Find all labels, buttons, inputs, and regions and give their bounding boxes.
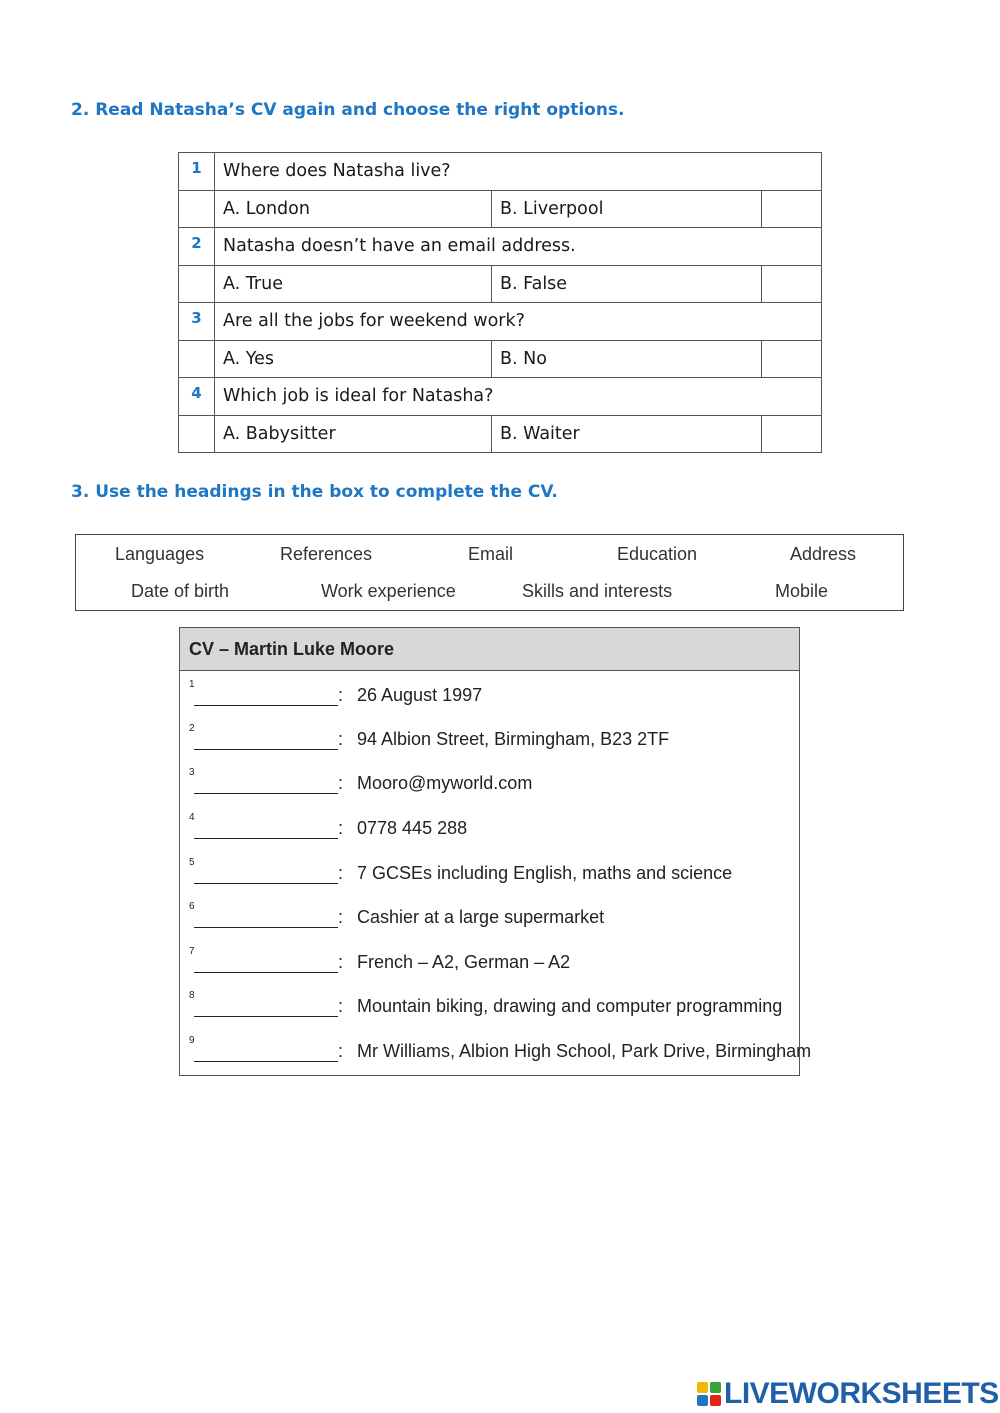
- cv-colon: :: [338, 863, 344, 883]
- cv-row-index: 9: [189, 1035, 195, 1046]
- answer-blank[interactable]: [194, 1061, 338, 1062]
- option-b[interactable]: B. Waiter: [492, 415, 762, 453]
- cv-row-value: Mr Williams, Albion High School, Park Drive, Birmingham: [357, 1041, 812, 1061]
- cv-row-index: 3: [189, 767, 195, 778]
- answer-box[interactable]: [762, 190, 822, 228]
- question-text: Which job is ideal for Natasha?: [215, 378, 822, 416]
- section-3-heading: 3. Use the headings in the box to complete the CV.: [71, 482, 558, 502]
- cv-row-value: 26 August 1997: [357, 685, 483, 705]
- question-row-2: [179, 228, 822, 266]
- cv-row-index: 4: [189, 812, 195, 823]
- answer-box[interactable]: [762, 340, 822, 378]
- option-b[interactable]: B. No: [492, 340, 762, 378]
- quiz-table: [178, 152, 822, 453]
- answer-box[interactable]: [762, 265, 822, 303]
- option-a[interactable]: A. London: [215, 190, 492, 228]
- logo-square: [710, 1395, 721, 1406]
- cv-row-value: French – A2, German – A2: [357, 952, 571, 972]
- cv-colon: :: [338, 907, 344, 927]
- logo-square: [710, 1382, 721, 1393]
- question-row-3: [179, 303, 822, 341]
- cv-row: [180, 679, 799, 709]
- options-row-1: [179, 190, 822, 228]
- question-number: 3: [179, 303, 215, 341]
- cv-row-value: 0778 445 288: [357, 818, 468, 838]
- cv-row-index: 8: [189, 990, 195, 1001]
- word-item: Email: [468, 544, 514, 564]
- cv-row-index: 1: [189, 679, 195, 690]
- answer-blank[interactable]: [194, 749, 338, 750]
- question-row-1: [179, 153, 822, 191]
- question-text: Are all the jobs for weekend work?: [215, 303, 822, 341]
- cv-row-value: Cashier at a large supermarket: [357, 907, 605, 927]
- cv-colon: :: [338, 1041, 344, 1061]
- cv-row-value: 7 GCSEs including English, maths and science: [357, 863, 733, 883]
- answer-blank[interactable]: [194, 972, 338, 973]
- cv-colon: :: [338, 729, 344, 749]
- answer-blank[interactable]: [194, 705, 338, 706]
- liveworksheets-logo: [697, 1377, 999, 1410]
- option-a[interactable]: A. True: [215, 265, 492, 303]
- cv-box: [179, 627, 812, 1076]
- cv-row-index: 7: [189, 946, 195, 957]
- cv-row: [180, 1035, 812, 1065]
- answer-blank[interactable]: [194, 1016, 338, 1017]
- cv-colon: :: [338, 996, 344, 1016]
- answer-box[interactable]: [762, 415, 822, 453]
- word-item: Education: [617, 544, 698, 564]
- answer-blank[interactable]: [194, 927, 338, 928]
- word-item: Date of birth: [131, 581, 230, 601]
- cv-row: [180, 990, 799, 1020]
- heading-word-box: [75, 534, 904, 611]
- cv-colon: :: [338, 773, 344, 793]
- answer-blank[interactable]: [194, 883, 338, 884]
- cv-colon: :: [338, 685, 344, 705]
- question-number: 1: [179, 153, 215, 191]
- cv-title: CV – Martin Luke Moore: [180, 628, 799, 671]
- word-item: Languages: [115, 544, 205, 564]
- word-item: Work experience: [321, 581, 456, 601]
- logo-mark-icon: [697, 1382, 721, 1406]
- word-item: Address: [790, 544, 857, 564]
- cv-row: [180, 857, 799, 887]
- logo-text: LIVEWORKSHEETS: [724, 1377, 999, 1410]
- word-item: Mobile: [775, 581, 829, 601]
- logo-square: [697, 1382, 708, 1393]
- word-item: References: [280, 544, 373, 564]
- cv-row-value: 94 Albion Street, Birmingham, B23 2TF: [357, 729, 670, 749]
- options-row-4: [179, 415, 822, 453]
- logo-square: [697, 1395, 708, 1406]
- answer-blank[interactable]: [194, 838, 338, 839]
- cv-row: [180, 946, 799, 976]
- cv-row: [180, 723, 799, 753]
- cv-row-index: 6: [189, 901, 195, 912]
- option-a[interactable]: A. Babysitter: [215, 415, 492, 453]
- section-2-heading: 2. Read Natasha’s CV again and choose the right options.: [71, 100, 625, 120]
- question-number: 4: [179, 378, 215, 416]
- option-a[interactable]: A. Yes: [215, 340, 492, 378]
- cv-row: [180, 812, 799, 842]
- question-text: Where does Natasha live?: [215, 153, 822, 191]
- options-row-2: [179, 265, 822, 303]
- empty-cell: [179, 190, 215, 228]
- empty-cell: [179, 265, 215, 303]
- cv-colon: :: [338, 818, 344, 838]
- cv-row-index: 5: [189, 857, 195, 868]
- cv-row: [180, 901, 799, 931]
- question-number: 2: [179, 228, 215, 266]
- option-b[interactable]: B. False: [492, 265, 762, 303]
- word-item: Skills and interests: [522, 581, 673, 601]
- option-b[interactable]: B. Liverpool: [492, 190, 762, 228]
- cv-row-index: 2: [189, 723, 195, 734]
- cv-colon: :: [338, 952, 344, 972]
- cv-row: [180, 767, 799, 797]
- cv-row-value: Mountain biking, drawing and computer programming: [357, 996, 783, 1016]
- cv-row-value: Mooro@myworld.com: [357, 773, 533, 793]
- empty-cell: [179, 340, 215, 378]
- question-text: Natasha doesn’t have an email address.: [215, 228, 822, 266]
- options-row-3: [179, 340, 822, 378]
- empty-cell: [179, 415, 215, 453]
- question-row-4: [179, 378, 822, 416]
- answer-blank[interactable]: [194, 793, 338, 794]
